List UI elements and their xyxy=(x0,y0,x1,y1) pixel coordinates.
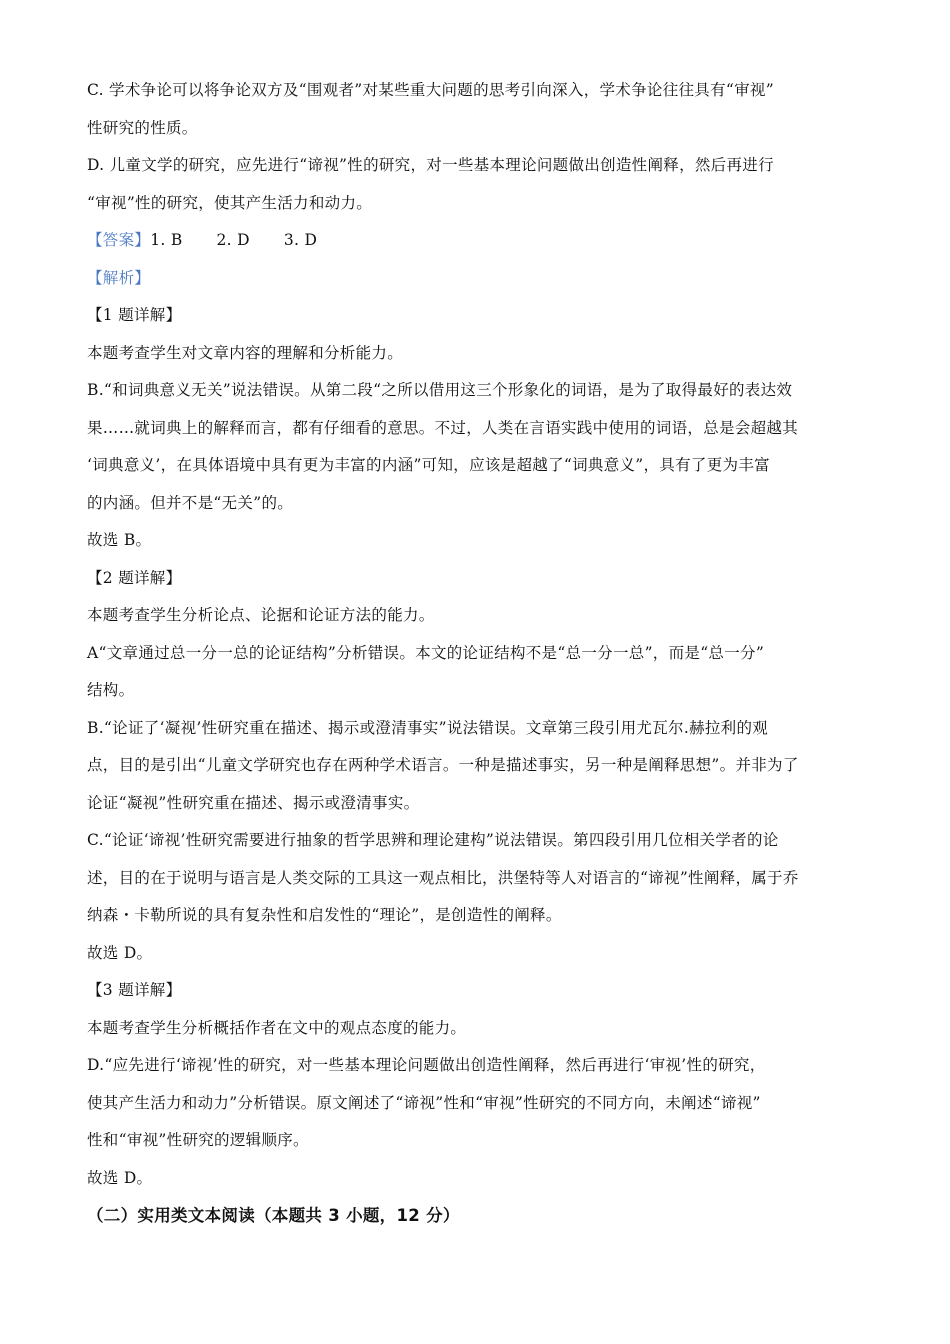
q1-intro: 本题考查学生对文章内容的理解和分析能力。 xyxy=(87,343,404,362)
q3-heading: 【3 题详解】 xyxy=(87,981,182,999)
document-page xyxy=(87,72,867,1235)
q2-b-line-3: 论证“凝视”性研究重在描述、揭示或澄清事实。 xyxy=(87,793,420,812)
q2-intro: 本题考查学生分析论点、论据和论证方法的能力。 xyxy=(87,606,435,624)
q1-conclusion: 故选 B。 xyxy=(87,531,152,549)
answer-item-2: 2. D xyxy=(216,231,250,249)
q2-c-line-1: C.“论证‘谛视’性研究需要进行抽象的哲学思辨和理论建构”说法错误。第四段引用几位相关学者的论 xyxy=(87,831,779,849)
answer-line xyxy=(87,222,867,260)
answer-item-1: 1. B xyxy=(150,231,183,249)
q3-d-line-3: 性和“审视”性研究的逻辑顺序。 xyxy=(87,1131,309,1149)
option-c-line-1: C. 学术争论可以将争论双方及“围观者”对某些重大问题的思考引向深入，学术争论往往具有“审视” xyxy=(87,81,774,99)
q1-text-line-2: 果……就词典上的解释而言，都有仔细看的意思。不过，人类在言语实践中使用的词语，总是会超越其 xyxy=(87,418,799,437)
q2-a-line-2: 结构。 xyxy=(87,681,135,699)
q3-d-line-2: 使其产生活力和动力”分析错误。原文阐述了“谛视”性和“审视”性研究的不同方向，未阐述“谛视” xyxy=(87,1093,761,1112)
option-d-line-2: “审视”性的研究，使其产生活力和动力。 xyxy=(87,193,373,212)
answer-label: 【答案】 xyxy=(87,231,151,249)
analysis-label: 【解析】 xyxy=(87,268,151,287)
q3-intro: 本题考查学生分析概括作者在文中的观点态度的能力。 xyxy=(87,1018,467,1037)
q1-text-line-3: ‘词典意义’，在具体语境中具有更为丰富的内涵”可知，应该是超越了“词典意义”，具有了更为丰富 xyxy=(87,456,770,474)
q1-text-line-4: 的内涵。但并不是“无关”的。 xyxy=(87,493,294,512)
q2-b-line-1: B.“论证了‘凝视’性研究重在描述、揭示或澄清事实”说法错误。文章第三段引用尤瓦尔.赫拉利的观 xyxy=(87,718,769,737)
q3-d-line-1: D.“应先进行‘谛视’性的研究，对一些基本理论问题做出创造性阐释，然后再进行‘审视’性的研究， xyxy=(87,1056,766,1074)
q2-a-line-1: A“文章通过总一分一总的论证结构”分析错误。本文的论证结构不是“总一分一总”，而是“总一分” xyxy=(87,643,765,662)
q2-b-line-2: 点，目的是引出“儿童文学研究也存在两种学术语言。一种是描述事实，另一种是阐释思想”。并非为了 xyxy=(87,756,799,774)
option-d-line-1: D. 儿童文学的研究，应先进行“谛视”性的研究，对一些基本理论问题做出创造性阐释，然后再进行 xyxy=(87,156,774,174)
q1-heading: 【1 题详解】 xyxy=(87,306,182,324)
q1-text-line-1: B.“和词典意义无关”说法错误。从第二段“之所以借用这三个形象化的词语，是为了取得最好的表达效 xyxy=(87,381,793,399)
q2-c-line-3: 纳森・卡勒所说的具有复杂性和启发性的“理论”，是创造性的阐释。 xyxy=(87,906,562,924)
section-heading: （二）实用类文本阅读（本题共 3 小题，12 分） xyxy=(87,1206,460,1225)
answer-item-3: 3. D xyxy=(283,231,318,249)
option-c-line-2: 性研究的性质。 xyxy=(87,118,198,137)
q3-conclusion: 故选 D。 xyxy=(87,1168,153,1187)
q2-heading: 【2 题详解】 xyxy=(87,568,182,587)
q2-c-line-2: 述，目的在于说明与语言是人类交际的工具这一观点相比，洪堡特等人对语言的“谛视”性阐释，属于乔 xyxy=(87,868,799,887)
q2-conclusion: 故选 D。 xyxy=(87,943,153,962)
